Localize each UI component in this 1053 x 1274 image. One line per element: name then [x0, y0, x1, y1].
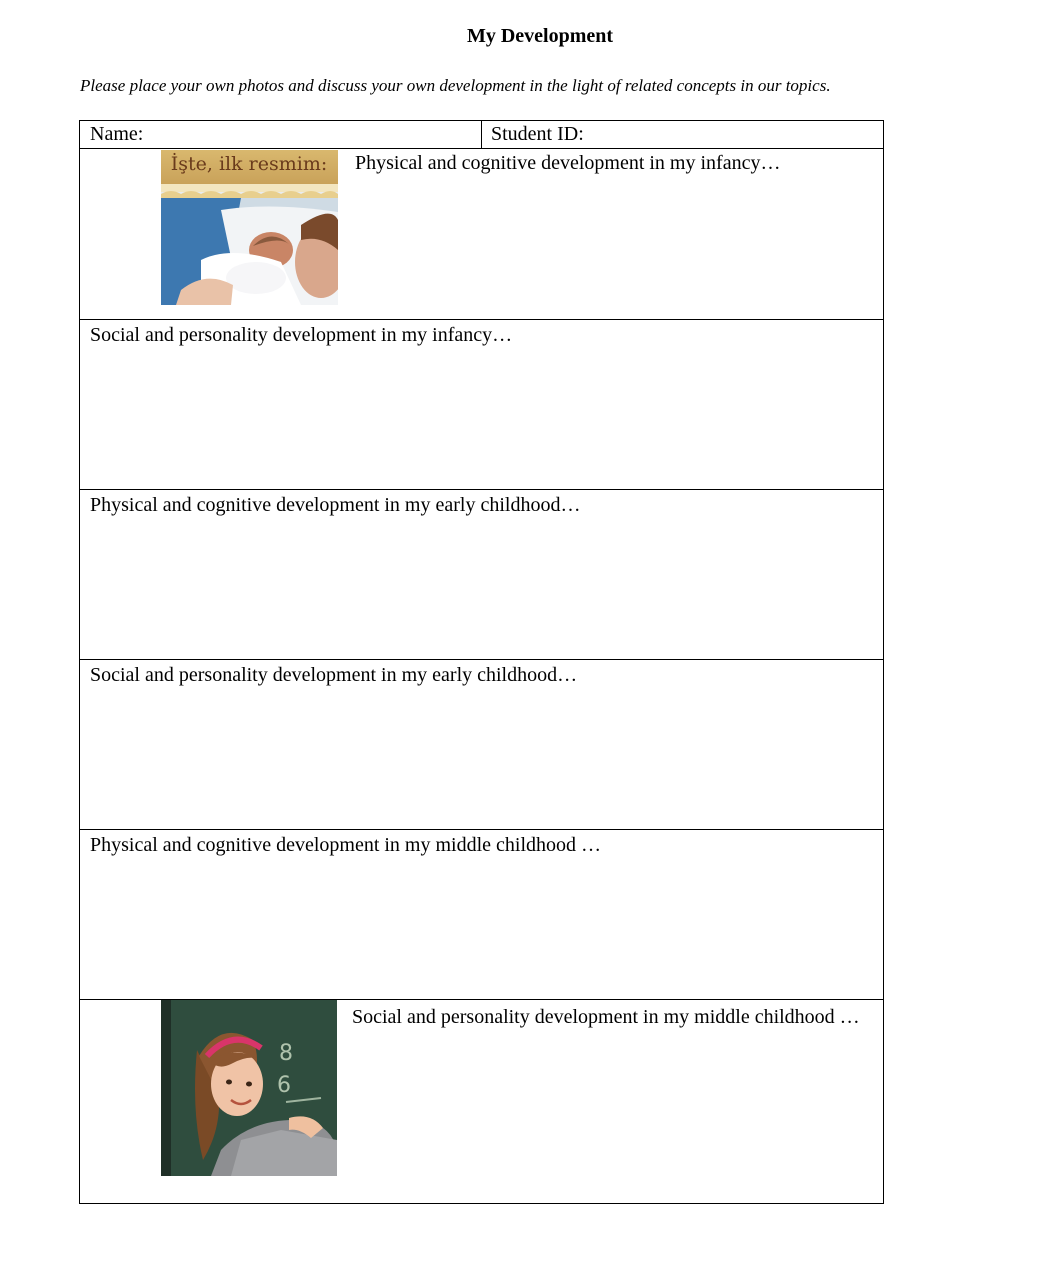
section-middle-childhood-social-personality[interactable]	[79, 1000, 884, 1204]
section-label: Social and personality development in my early childhood…	[90, 664, 578, 686]
instructions-text: Please place your own photos and discuss your own development in the light of related concepts in our topics.	[80, 76, 831, 95]
girl-at-chalkboard-photo	[161, 1000, 337, 1176]
page-title: My Development	[466, 25, 614, 47]
development-form	[79, 120, 884, 1204]
student-id-field-label[interactable]: Student ID:	[491, 123, 584, 145]
section-label: Physical and cognitive development in my early childhood…	[90, 494, 581, 516]
section-label: Physical and cognitive development in my middle childhood …	[90, 834, 602, 856]
section-label: Social and personality development in my infancy…	[90, 324, 513, 346]
section-infancy-social-personality[interactable]	[79, 320, 884, 490]
column-divider	[481, 121, 482, 148]
newborn-with-mother-photo	[161, 150, 338, 305]
section-middle-childhood-physical-cognitive[interactable]	[79, 830, 884, 1000]
section-infancy-physical-cognitive[interactable]	[79, 149, 884, 320]
photo-banner-text: İşte, ilk resmim:	[170, 153, 328, 175]
svg-text:8: 8	[279, 1041, 293, 1066]
section-label: Physical and cognitive development in my infancy…	[355, 152, 781, 174]
svg-text:6: 6	[277, 1073, 291, 1098]
section-early-childhood-physical-cognitive[interactable]	[79, 490, 884, 660]
name-field-label[interactable]: Name:	[90, 123, 144, 145]
student-info-row	[79, 120, 884, 149]
section-label: Social and personality development in my middle childhood …	[352, 1006, 860, 1028]
section-early-childhood-social-personality[interactable]	[79, 660, 884, 830]
